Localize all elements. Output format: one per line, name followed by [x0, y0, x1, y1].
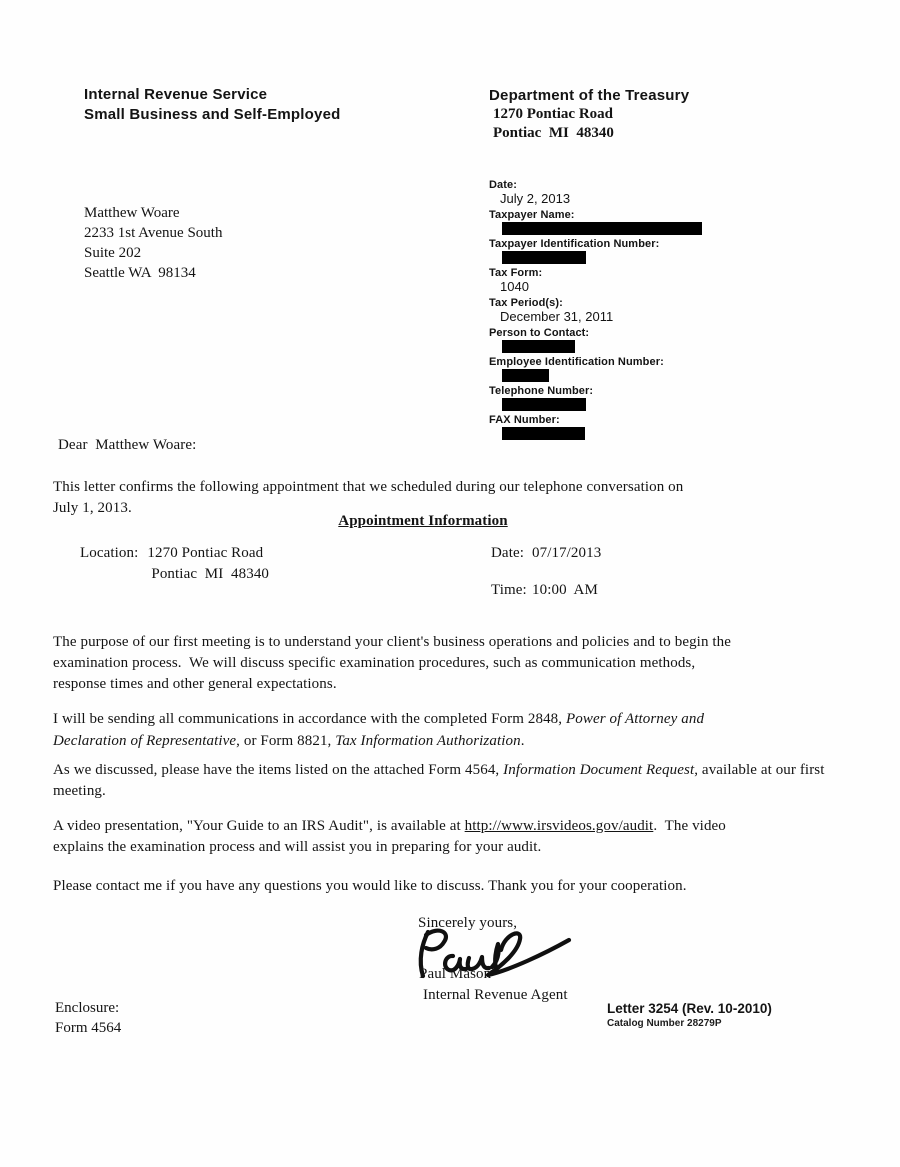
video-text: A video presentation, "Your Guide to an IRS Audit", is available at [53, 818, 465, 834]
form-2848-title-part2: Declaration of Representative [53, 733, 237, 749]
recipient-address [84, 203, 222, 283]
irs-header-line2: Small Business and Self-Employed [84, 106, 341, 123]
person-to-contact-label: Person to Contact: [489, 327, 590, 339]
appointment-date-row [491, 543, 601, 564]
appointment-time-value: 10:00 AM [532, 582, 598, 598]
appointment-location [80, 543, 269, 585]
paragraph-communications [53, 708, 871, 752]
appointment-time-row [491, 580, 601, 601]
comm-text: I will be sending all communications in accordance with the completed Form 2848, [53, 711, 566, 727]
appointment-date-value: 07/17/2013 [532, 545, 602, 561]
video-text-mid: . The video [653, 818, 726, 834]
irs-videos-link: http://www.irsvideos.gov/audit [464, 818, 654, 834]
appointment-date-label: Date: [491, 545, 524, 561]
enclosure-value: Form 4564 [55, 1020, 122, 1036]
telephone-label: Telephone Number: [489, 385, 594, 397]
treasury-address-line1: 1270 Pontiac Road [493, 106, 613, 122]
paragraph-closing: Please contact me if you have any questions you would like to discuss. Thank you for your cooperation. [53, 878, 687, 894]
valediction: Sincerely yours, [418, 915, 518, 931]
signer-title: Internal Revenue Agent [423, 987, 568, 1003]
items-text: As we discussed, please have the items listed on the attached Form 4564, [53, 762, 504, 778]
redaction-bar-tin [502, 251, 586, 264]
purpose-line3: response times and other general expectations. [53, 676, 337, 692]
paragraph-items [53, 760, 871, 802]
irs-header-line1: Internal Revenue Service [84, 86, 268, 103]
intro-line1: This letter confirms the following appointment that we scheduled during our telephone conversation on [53, 479, 684, 495]
form-4564-title: Information Document Request [503, 762, 695, 778]
tax-form-label: Tax Form: [489, 267, 543, 279]
recipient-address-line2: Suite 202 [84, 245, 142, 261]
redaction-bar-fax [502, 427, 585, 440]
taxpayer-name-label: Taxpayer Name: [489, 209, 575, 221]
redaction-bar-taxpayer-name [502, 222, 702, 235]
redaction-bar-employee-id [502, 369, 549, 382]
letter-reference-block [607, 1001, 772, 1030]
purpose-line2: examination process. We will discuss specific examination procedures, such as communication methods, [53, 655, 696, 671]
irs-header [84, 85, 340, 125]
tax-period-label: Tax Period(s): [489, 297, 563, 309]
appointment-time-label: Time: [491, 582, 527, 598]
location-value [147, 543, 269, 585]
letter-number: Letter 3254 (Rev. 10-2010) [607, 1001, 772, 1016]
location-line2: Pontiac MI 48340 [151, 566, 270, 582]
signer-name: Paul Mason [419, 966, 492, 982]
employee-id-label: Employee Identification Number: [489, 356, 664, 368]
purpose-line1: The purpose of our first meeting is to understand your client's business operations and policies and to begin the [53, 634, 732, 650]
treasury-title: Department of the Treasury [489, 87, 690, 104]
tax-form-value: 1040 [500, 279, 529, 294]
salutation: Dear Matthew Woare: [58, 437, 197, 453]
treasury-header [489, 87, 689, 143]
case-info-panel [489, 176, 769, 441]
date-value: July 2, 2013 [500, 191, 571, 206]
enclosure-label: Enclosure: [55, 1000, 120, 1016]
recipient-address-line3: Seattle WA 98134 [84, 265, 196, 281]
redaction-bar-person [502, 340, 575, 353]
recipient-address-line1: 2233 1st Avenue South [84, 225, 223, 241]
fax-label: FAX Number: [489, 414, 560, 426]
form-2848-title-part1: Power of Attorney and [565, 711, 705, 727]
location-line1: 1270 Pontiac Road [147, 545, 264, 561]
form-8821-title: Tax Information Authorization [335, 733, 521, 749]
tax-period-value: December 31, 2011 [500, 309, 614, 324]
paragraph-video [53, 816, 871, 858]
paragraph-purpose [53, 632, 871, 695]
enclosure-block [55, 998, 121, 1038]
comm-text-end: . [520, 733, 525, 749]
appointment-datetime [491, 543, 601, 601]
date-label: Date: [489, 179, 518, 191]
comm-text-mid: , or Form 8821, [236, 733, 336, 749]
tin-label: Taxpayer Identification Number: [489, 238, 660, 250]
items-text-end: , available at our first meeting. [53, 762, 829, 799]
recipient-name: Matthew Woare [84, 205, 180, 221]
treasury-address-line2: Pontiac MI 48340 [493, 125, 614, 141]
appointment-heading: Appointment Information [338, 513, 508, 529]
redaction-bar-telephone [502, 398, 586, 411]
video-text-end: explains the examination process and will assist you in preparing for your audit. [53, 839, 542, 855]
intro-line2: July 1, 2013. [53, 500, 132, 516]
location-label: Location: [80, 545, 139, 561]
catalog-number: Catalog Number 28279P [607, 1018, 722, 1029]
